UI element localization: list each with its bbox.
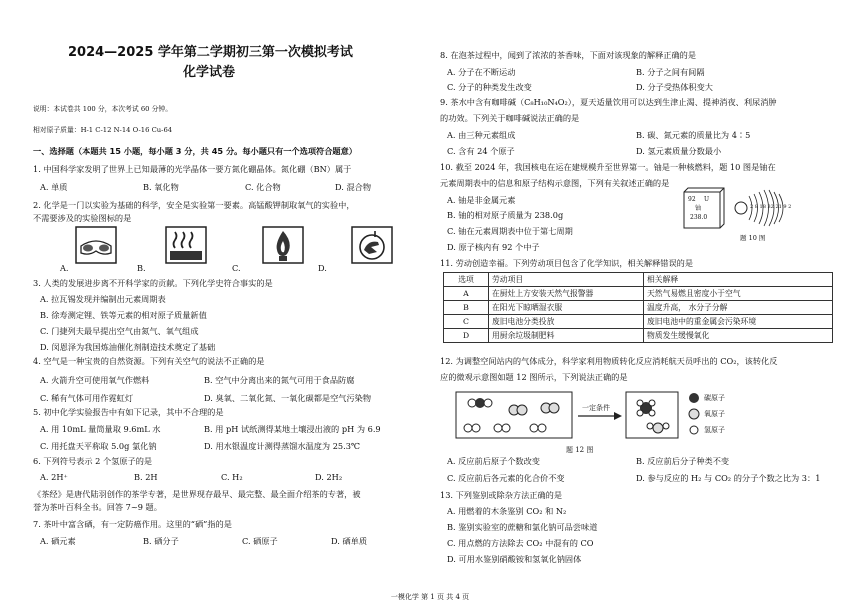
q3-option-d: D. 闵恩泽为我国炼油催化剂制造技术奠定了基础	[40, 342, 216, 352]
table-cell: 废旧电池分类投放	[489, 315, 644, 329]
table-cell: D	[444, 329, 489, 343]
q10-stem-line2: 元素周期表中的信息和原子结构示意图，下列有关叙述正确的是	[440, 178, 670, 188]
q9-stem-line1: 9. 茶水中含有咖啡碱（C₈H₁₀N₄O₂），夏天适量饮用可以达到生津止渴、提神消夜、利尿消肿	[440, 97, 777, 107]
reaction-diagram	[454, 386, 754, 450]
q8-option-b: B. 分子之间有间隔	[636, 67, 705, 77]
q2-option-d: D.	[318, 263, 327, 273]
table-cell: 用厨余垃圾制肥料	[489, 329, 644, 343]
q4-option-d: D. 臭氧、二氧化氮、一氧化碳都是空气污染物	[204, 393, 372, 403]
co2-molecule-1	[468, 398, 492, 408]
element-mass: 238.0	[690, 214, 708, 221]
exam-title: 2024—2025 学年第二学期初三第一次模拟考试	[68, 45, 353, 60]
q1-option-d: D. 混合物	[335, 182, 372, 192]
q2-stem-line1: 2. 化学是一门以实验为基础的科学，安全是实验第一要素。高锰酸钾制取氧气的实验中，	[33, 200, 355, 210]
q10-option-d: D. 原子核内有 92 个中子	[447, 242, 540, 252]
q12-stem-line2: 应的微观示意图如题 12 图所示，下列说法正确的是	[440, 372, 628, 382]
q13-option-d: D. 可用水鉴别硝酸铵和氢氧化钠固体	[447, 554, 582, 564]
table-cell: 温度升高， 水分子分解	[644, 301, 833, 315]
q7-option-d: D. 硒单质	[331, 536, 368, 546]
q2-option-a: A.	[60, 263, 69, 273]
q3-option-a: A. 拉瓦锡发现并编制出元素周期表	[40, 294, 166, 304]
exam-note: 说明：本试卷共 100 分，本次考试 60 分钟。	[33, 105, 173, 113]
table-header-cell: 相关解释	[644, 273, 833, 287]
exam-subtitle: 化学试卷	[183, 65, 236, 80]
table-row	[444, 315, 833, 329]
q10-stem-line1: 10. 截至 2024 年，我国核电在运在建规模升至世界第一。铀是一种核燃料，题 10 图是铀在	[440, 162, 776, 172]
element-number: 92	[688, 196, 696, 203]
q4-option-c: C. 稀有气体可用作霓虹灯	[40, 393, 134, 403]
q2-option-c: C.	[232, 263, 241, 273]
q8-option-a: A. 分子在不断运动	[447, 67, 516, 77]
uranium-figure	[678, 186, 818, 246]
table-header-row	[444, 273, 833, 287]
passage-line1: 《茶经》是唐代陆羽创作的茶学专著，是世界现存最早、最完整、最全面介绍茶的专著，被	[33, 489, 361, 499]
table-row	[444, 329, 833, 343]
table-cell: C	[444, 315, 489, 329]
open-flame-icon	[262, 226, 304, 264]
q4-stem: 4. 空气是一种宝贵的自然资源。下列有关空气的说法不正确的是	[33, 356, 265, 366]
table-cell: 在厨灶上方安装天然气报警器	[489, 287, 644, 301]
q3-option-b: B. 徐寿测定锂、铁等元素的相对原子质量新值	[40, 310, 207, 320]
q3-option-c: C. 门捷列夫最早提出空气由氮气、氧气组成	[40, 326, 199, 336]
legend-oxygen: 氧原子	[704, 410, 725, 418]
q11-table	[443, 272, 833, 343]
q7-option-b: B. 硒分子	[143, 536, 179, 546]
q10-option-b: B. 铀的相对原子质量为 238.0g	[447, 210, 564, 220]
q7-option-c: C. 硒原子	[242, 536, 278, 546]
table-cell: 废旧电池中的重金属会污染环境	[644, 315, 833, 329]
passage-line2: 誉为茶叶百科全书。回答 7~9 题。	[33, 502, 162, 512]
element-symbol: U	[704, 196, 710, 203]
q2-option-b: B.	[137, 263, 146, 273]
q2-stem-line2: 不需要涉及的实验图标的是	[33, 213, 132, 223]
figure-12-caption: 题 12 图	[566, 446, 594, 454]
table-header-cell: 劳动项目	[489, 273, 644, 287]
q1-option-b: B. 氧化物	[143, 182, 179, 192]
q12-option-a: A. 反应前后原子个数改变	[447, 456, 540, 466]
q5-option-d: D. 用水银温度计测得蒸馏水温度为 25.3℃	[204, 441, 361, 451]
q12-stem-line1: 12. 为调整空间站内的气体成分，科学家利用物质转化反应消耗航天员呼出的 CO₂，该转化反	[440, 356, 778, 366]
element-name: 铀	[695, 205, 702, 212]
q12-option-d: D. 参与反应的 H₂ 与 CO₂ 的分子个数之比为 3：1	[636, 473, 821, 483]
q6-option-c: C. H₂	[221, 472, 243, 482]
goggles-icon	[75, 226, 117, 264]
q4-option-b: B. 空气中分离出来的氮气可用于食品防腐	[204, 375, 355, 385]
q1-stem: 1. 中国科学家发明了世界上已知最薄的光学晶体一要方氮化硼晶体。氮化硼（BN）属于	[33, 164, 352, 174]
q6-stem: 6. 下列符号表示 2 个氢原子的是	[33, 456, 153, 466]
section-heading: 一、选择题（本题共 15 小题，每小题 3 分，共 45 分。每小题只有一个选项符合题意）	[33, 146, 357, 156]
q5-stem: 5. 初中化学实验报告中有如下记录，其中不合理的是	[33, 407, 224, 417]
legend-carbon: 碳原子	[704, 394, 725, 402]
q5-option-c: C. 用托盘天平称取 5.0g 氯化钠	[40, 441, 157, 451]
q4-option-a: A. 火箭升空可使用氧气作燃料	[40, 375, 150, 385]
legend-hydrogen: 氢原子	[704, 426, 725, 434]
q10-option-c: C. 铀在元素周期表中位于第七周期	[447, 226, 573, 236]
q10-option-a: A. 铀是非金属元素	[447, 195, 516, 205]
q1-option-c: C. 化合物	[245, 182, 281, 192]
page-footer: 一模化学 第 1 页 共 4 页	[390, 593, 470, 601]
q8-stem: 8. 在泡茶过程中，闻到了浓浓的茶香味，下面对该现象的解释正确的是	[440, 50, 697, 60]
q9-option-a: A. 由三种元素组成	[447, 130, 516, 140]
q6-option-d: D. 2H₂	[315, 472, 343, 482]
table-cell: A	[444, 287, 489, 301]
hot-surface-icon	[165, 226, 207, 264]
atomic-masses: 相对原子质量：H-1 C-12 N-14 O-16 Cu-64	[33, 126, 173, 134]
table-cell: B	[444, 301, 489, 315]
q3-stem: 3. 人类的发展进步离不开科学家的贡献。下列化学史符合事实的是	[33, 278, 273, 288]
element-tile-box	[678, 186, 726, 230]
q6-option-a: A. 2H⁺	[40, 472, 68, 482]
q9-option-c: C. 含有 24 个原子	[447, 146, 515, 156]
q13-stem: 13. 下列鉴别或除杂方法正确的是	[440, 490, 563, 500]
q13-option-b: B. 鉴别实验室的蔗糖和氯化钠可品尝味道	[447, 522, 598, 532]
q8-option-c: C. 分子的种类发生改变	[447, 82, 532, 92]
table-cell: 在阳光下晾晒湿衣服	[489, 301, 644, 315]
q13-option-c: C. 用点燃的方法除去 CO₂ 中混有的 CO	[447, 538, 594, 548]
q1-option-a: A. 单质	[40, 182, 68, 192]
q13-option-a: A. 用燃着的木条鉴别 CO₂ 和 N₂	[447, 506, 567, 516]
figure-10-caption: 题 10 图	[740, 234, 766, 242]
q12-option-b: B. 反应前后分子种类不变	[636, 456, 730, 466]
q9-option-b: B. 碳、氮元素的质量比为 4∶5	[636, 130, 751, 140]
q6-option-b: B. 2H	[134, 472, 158, 482]
table-cell: 物质发生缓慢氧化	[644, 329, 833, 343]
q9-stem-line2: 的功效。下列关于咖啡碱说法正确的是	[440, 113, 580, 123]
q5-option-a: A. 用 10mL 量筒量取 9.6mL 水	[40, 424, 161, 434]
q9-option-d: D. 氢元素质量分数最小	[636, 146, 722, 156]
table-row	[444, 287, 833, 301]
reaction-condition: 一定条件	[582, 404, 610, 412]
table-header-cell: 选项	[444, 273, 489, 287]
q8-option-d: D. 分子受热体积变大	[636, 82, 713, 92]
q12-option-c: C. 反应前后各元素的化合价不变	[447, 473, 565, 483]
q5-option-b: B. 用 pH 试纸测得某地土壤浸出液的 pH 为 6.9	[204, 424, 381, 434]
electron-shells: 2 8 18 32 21 9 2	[750, 204, 792, 210]
table-row	[444, 301, 833, 315]
wash-hands-icon	[351, 226, 393, 264]
table-cell: 天然气易燃且密度小于空气	[644, 287, 833, 301]
q11-stem: 11. 劳动创造幸福。下列劳动项目包含了化学知识，相关解释错误的是	[440, 258, 694, 268]
q7-stem: 7. 茶叶中富含硒，有一定防癌作用。这里的“硒”指的是	[33, 519, 232, 529]
q7-option-a: A. 硒元素	[40, 536, 76, 546]
